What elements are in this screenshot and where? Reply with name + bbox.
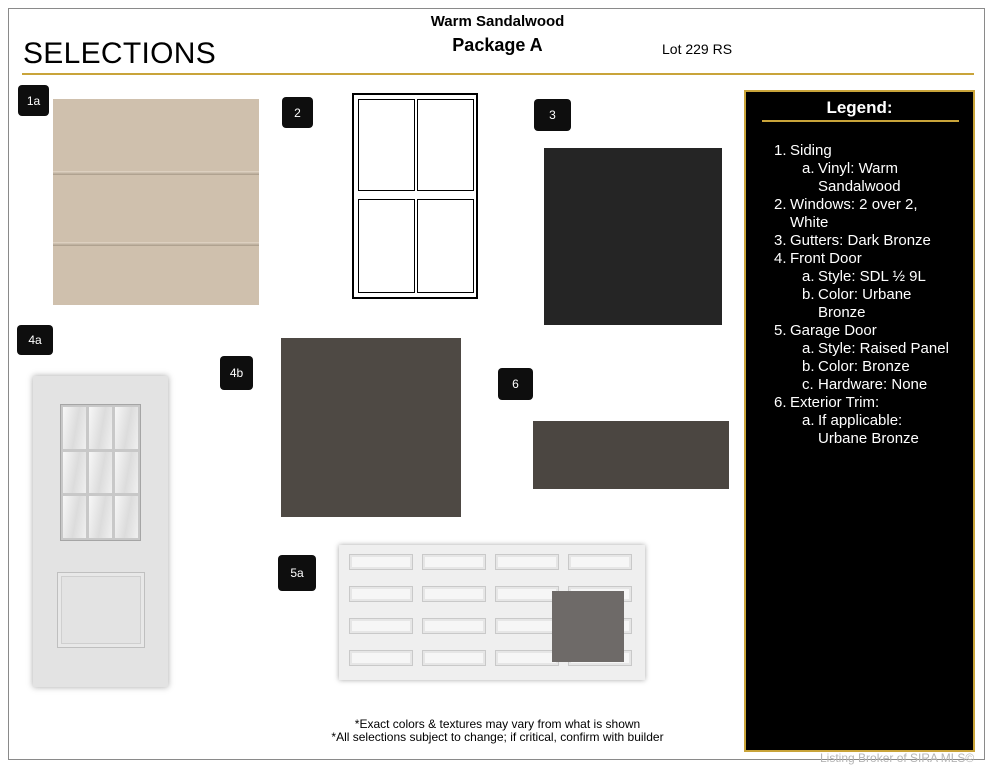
legend-item-number: 6.	[774, 394, 787, 411]
legend-item-text: White	[790, 214, 829, 231]
badge-6: 6	[498, 368, 533, 400]
legend-item	[802, 160, 898, 178]
window-pane	[358, 99, 415, 191]
legend-item-text: Style: SDL ½ 9L	[818, 268, 926, 285]
legend-item-number: a.	[802, 340, 815, 357]
legend-item-text: Hardware: None	[818, 376, 928, 393]
legend-item	[802, 340, 949, 358]
legend-item	[802, 178, 901, 196]
door-glass-grid	[60, 404, 141, 541]
lot-number: Lot 229 RS	[662, 41, 733, 57]
package-name: Package A	[452, 35, 543, 55]
window-pane	[417, 99, 474, 191]
garage-door-panel	[495, 586, 559, 602]
garage-door-image	[339, 545, 645, 680]
legend-item-text: Color: Urbane	[818, 286, 912, 303]
footer-note-changes: *All selections subject to change; if critical, confirm with builder	[331, 730, 664, 744]
package-color-title: Warm Sandalwood	[430, 13, 565, 30]
legend-item-text: Style: Raised Panel	[818, 340, 949, 357]
legend-item-text: Urbane Bronze	[818, 430, 919, 447]
legend-item-number: 2.	[774, 196, 787, 213]
legend-item-number: a.	[802, 160, 815, 177]
badge-4a: 4a	[17, 325, 53, 355]
legend-item	[802, 304, 866, 322]
siding-swatch	[53, 99, 259, 305]
garage-door-panel	[349, 554, 413, 570]
door-raised-panel	[57, 572, 145, 648]
legend-item	[802, 430, 919, 448]
badge-1a: 1a	[18, 85, 49, 116]
window-pane	[417, 199, 474, 293]
legend-item-number: 4.	[774, 250, 787, 267]
badge-4b: 4b	[220, 356, 253, 390]
garage-door-panel	[349, 650, 413, 666]
window-pane	[358, 199, 415, 293]
front-door-image	[33, 376, 168, 687]
gutter-swatch	[544, 148, 722, 325]
legend-item	[774, 142, 832, 160]
window-diagram	[352, 93, 478, 299]
legend-item-text: Color: Bronze	[818, 358, 910, 375]
legend-item-text: Bronze	[818, 304, 866, 321]
legend-item-number: 1.	[774, 142, 787, 159]
badge-5a: 5a	[278, 555, 316, 591]
badge-2: 2	[282, 97, 313, 128]
garage-door-panel	[422, 554, 486, 570]
legend-item	[802, 358, 910, 376]
siding-board-line	[53, 242, 259, 246]
legend-panel	[744, 90, 975, 752]
legend-item	[802, 376, 927, 394]
mls-watermark: Listing Broker of SIRA MLS©	[820, 751, 975, 765]
legend-item-number: a.	[802, 268, 815, 285]
legend-item-text: Garage Door	[790, 322, 877, 339]
legend-item	[802, 268, 926, 286]
badge-3: 3	[534, 99, 571, 131]
legend-divider	[762, 120, 959, 122]
legend-item-text: Vinyl: Warm	[818, 160, 899, 177]
legend-item-text: Exterior Trim:	[790, 394, 880, 411]
legend-item-text: Front Door	[790, 250, 862, 267]
footer-note-colors: *Exact colors & textures may vary from what is shown	[354, 717, 641, 731]
garage-door-panel	[495, 618, 559, 634]
garage-door-panel	[568, 554, 632, 570]
legend-item-text: Windows: 2 over 2,	[790, 196, 918, 213]
garage-door-panel	[422, 618, 486, 634]
garage-door-panel	[495, 650, 559, 666]
garage-door-panel	[422, 586, 486, 602]
legend-item-number: c.	[802, 376, 814, 393]
legend-item-text: Sandalwood	[818, 178, 901, 195]
garage-door-panel	[349, 586, 413, 602]
legend-item	[802, 412, 902, 430]
garage-door-panel	[495, 554, 559, 570]
legend-item	[802, 286, 911, 304]
legend-item	[774, 196, 918, 214]
trim-swatch	[533, 421, 729, 489]
legend-item	[774, 394, 879, 412]
legend-item-number: b.	[802, 286, 815, 303]
door-color-swatch	[281, 338, 461, 517]
garage-door-panel	[349, 618, 413, 634]
legend-item-text: Siding	[790, 142, 832, 159]
legend-title: Legend:	[826, 98, 893, 117]
legend-item	[774, 250, 862, 268]
legend-item-number: 5.	[774, 322, 787, 339]
siding-board-line	[53, 171, 259, 175]
legend-item-number: 3.	[774, 232, 787, 249]
legend-item-text: Gutters: Dark Bronze	[790, 232, 931, 249]
legend-item-number: b.	[802, 358, 815, 375]
garage-door-panel	[422, 650, 486, 666]
header-divider	[22, 73, 974, 75]
legend-item	[774, 214, 828, 232]
garage-hardware-swatch	[552, 591, 624, 662]
legend-item	[774, 232, 931, 250]
page-title: SELECTIONS	[23, 37, 217, 70]
legend-item	[774, 322, 877, 340]
legend-item-number: a.	[802, 412, 815, 429]
legend-item-text: If applicable:	[818, 412, 903, 429]
